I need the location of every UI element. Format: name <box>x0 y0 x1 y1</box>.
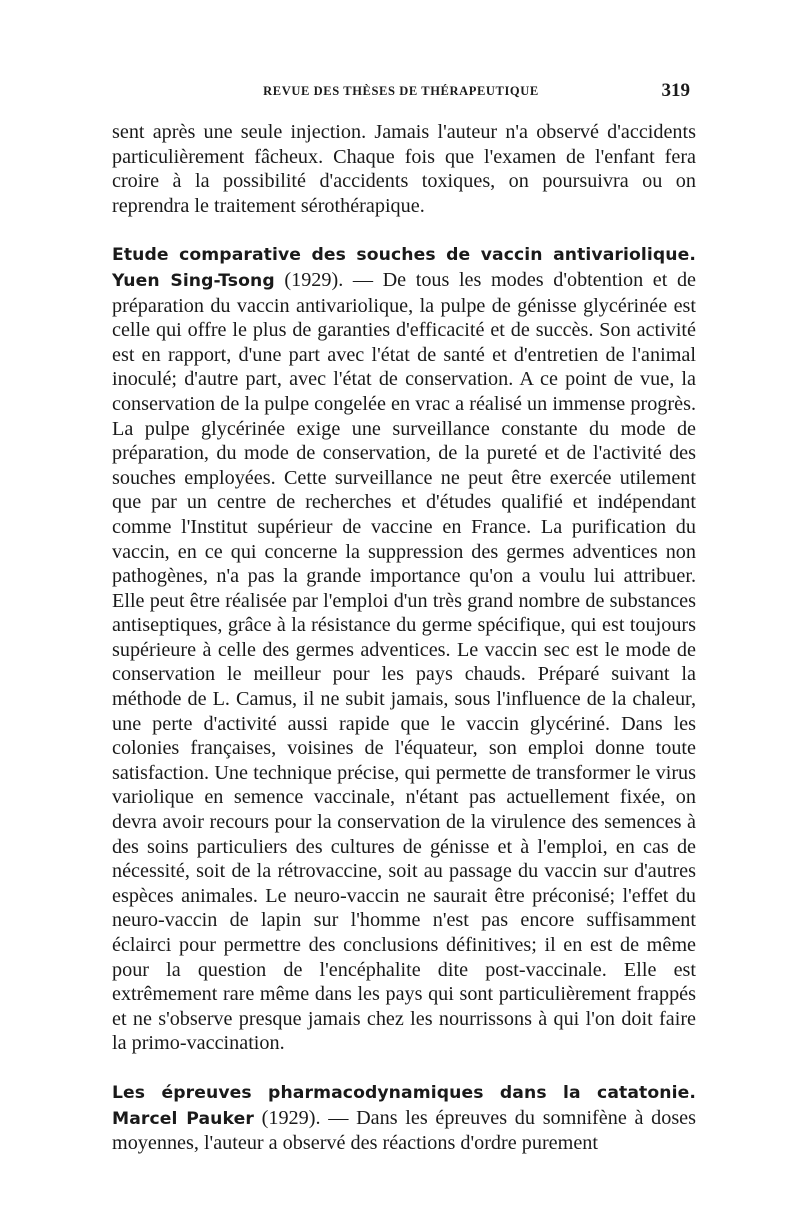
section-catatonie <box>112 1080 696 1156</box>
paragraph-text: sent après une seule injection. Jamais l'auteur n'a observé d'accidents particulièrement fâcheux. Chaque fois que l'examen de l'enfant fera croire à la possibilité d'accidents toxiques, on poursuivra ou on reprendra le traitement sérothérapique. <box>112 121 696 217</box>
section-text: — De tous les modes d'obtention et de préparation du vaccin antivariolique, la pulpe de génisse glycérinée est celle qui offre le plus de garanties d'efficacité et de succès. Son activité est en rapport, d'une part avec l'état de santé et d'entretien de l'animal inoculé; d'autre part, avec l'état de conservation. A ce point de vue, la conservation de la pulpe congelée en vrac a réalisé un immense progrès. La pulpe glycérinée exige une surveillance constante du mode de préparation, du mode de conservation, de la pureté et de l'activité des souches employées. Cette surveillance ne peut être exercée utilement que par un centre de recherches et d'études qualifié et indépendant comme l'Institut supérieur de vaccine en France. La purification du vaccin, en ce qui concerne la suppression des germes adventices non pathogènes, n'a pas la grande importance qu'on a voulu lui attribuer. Elle peut être réalisée par l'emploi d'un très grand nombre de substances antiseptiques, grâce à la résistance du germe spécifique, qui est toujours supérieure à celle des germes adventices. Le vaccin sec est le mode de conservation le meilleur pour les pays chauds. Préparé suivant la méthode de L. Camus, il ne subit jamais, sous l'influence de la chaleur, une perte d'activité aussi rapide que le vaccin glycériné. Dans les colonies françaises, voisines de l'équateur, son emploi donne toute satisfaction. Une technique précise, qui permette de transformer le virus variolique en semence vaccinale, n'étant pas actuellement fixée, on devra avoir recours pour la conservation de la virulence des semences à des soins particuliers des cultures de génisse et à l'emploi, en cas de nécessité, soit de la rétrovaccine, soit au passage du vaccin sur d'autres espèces animales. Le neuro-vaccin ne saurait être préconisé; l'effet du neuro-vaccin de lapin sur l'homme n'est pas encore suffisamment éclairci pour permettre des conclusions définitives; il en est de même pour la question de l'encéphalite dite post-vaccinale. Elle est extrêmement rare même dans les pays qui sont particulièrement frappés et ne s'observe presque jamais chez les nourrissons à qui l'on doit faire la primo-vaccination. <box>112 268 697 1055</box>
running-title: REVUE DES THÈSES DE THÉRAPEUTIQUE <box>263 84 539 98</box>
section-vaccin-antivariolique <box>112 242 696 1056</box>
section-text: — Dans les épreuves du somnifène à doses moyennes, l'auteur a observé des réactions d'ordre purement <box>112 1106 696 1155</box>
section-title: Les épreuves pharmacodynamiques dans la catatonie. <box>112 1082 696 1103</box>
paragraph-continuation <box>112 120 696 218</box>
document-body <box>112 120 696 1156</box>
page-header <box>112 80 690 104</box>
section-year: (1929). <box>284 268 344 291</box>
section-author: Yuen Sing-Tsong <box>112 270 275 291</box>
page-number: 319 <box>661 80 690 101</box>
section-year: (1929). <box>261 1106 321 1129</box>
section-title: Etude comparative des souches de vaccin antivariolique. <box>112 245 696 266</box>
section-author: Marcel Pauker <box>112 1108 254 1129</box>
